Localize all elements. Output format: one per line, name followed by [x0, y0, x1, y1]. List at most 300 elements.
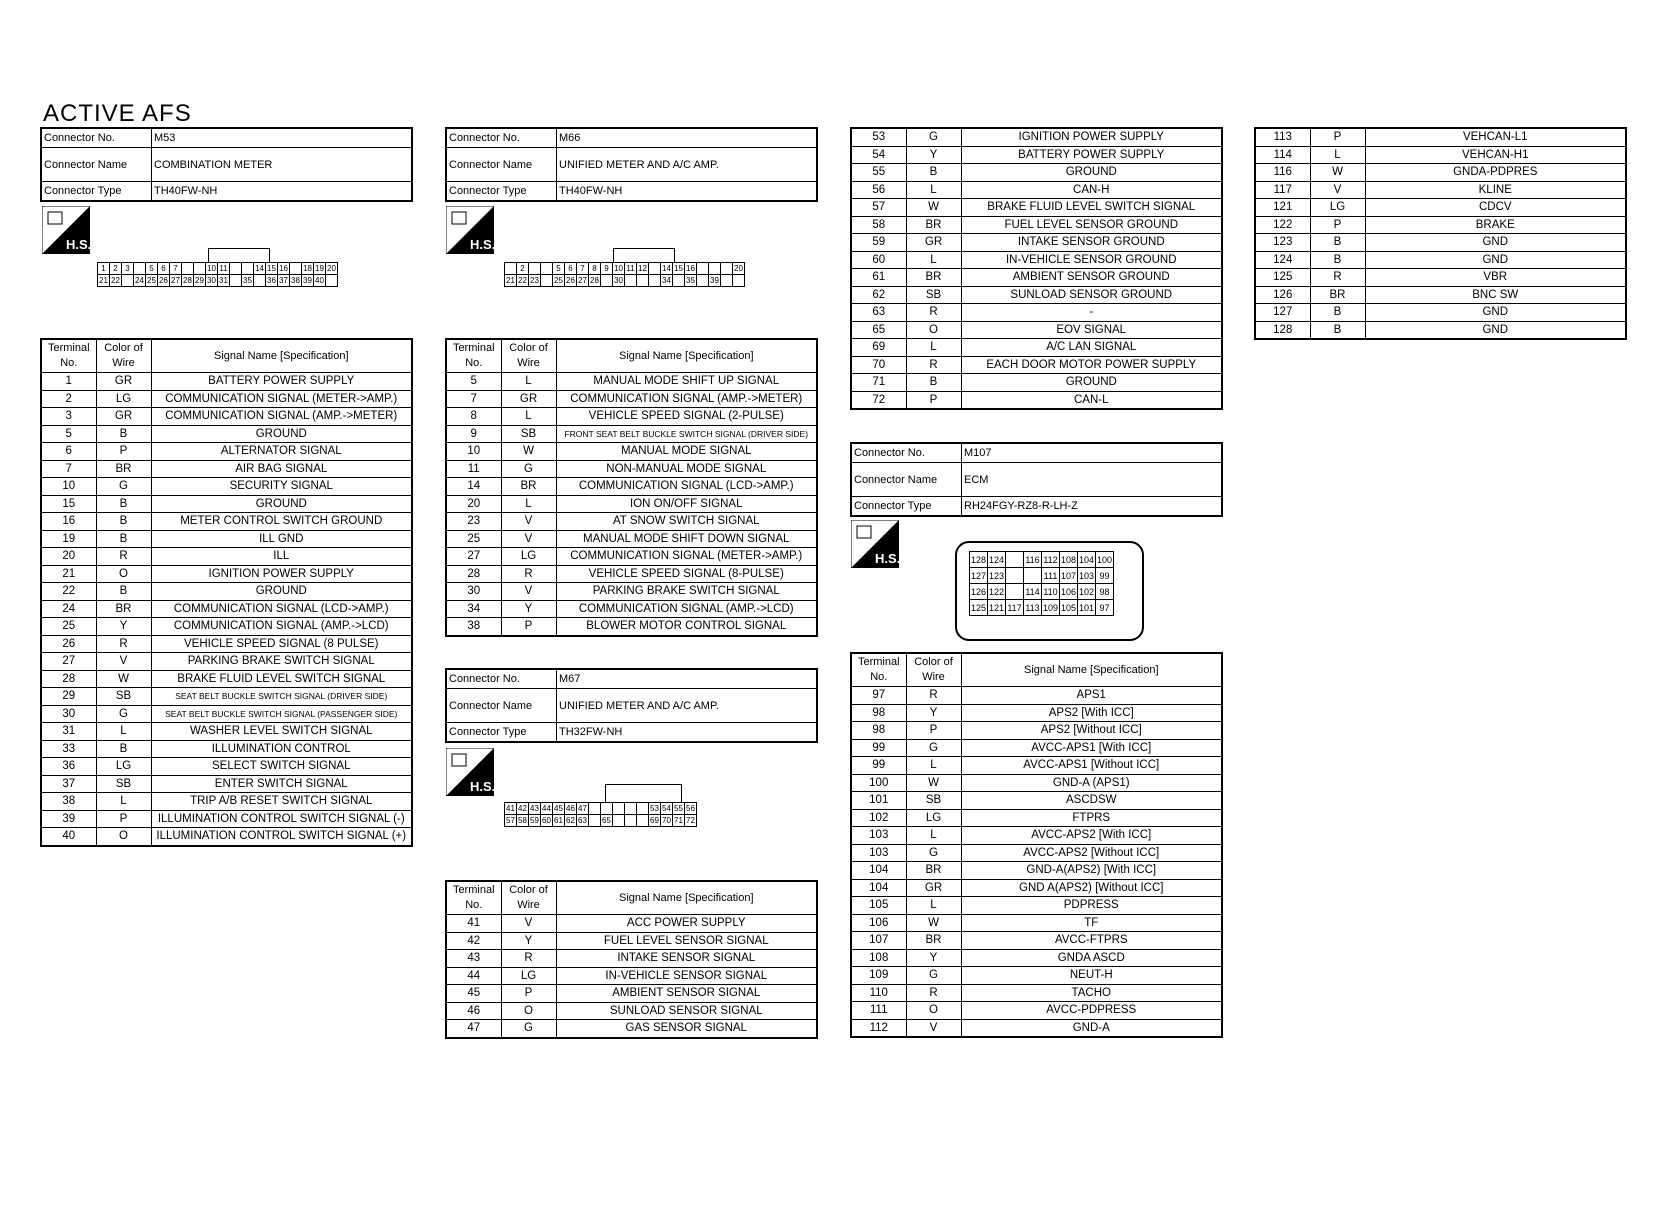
connector-pin: 5	[146, 263, 158, 275]
table-row	[41, 600, 412, 618]
connector-pin	[1006, 568, 1024, 584]
connector-name-label: Connector Name	[851, 463, 962, 497]
wire-color: L	[96, 793, 151, 811]
connector-pin	[505, 263, 517, 275]
connector-pin: 40	[315, 276, 324, 285]
connector-pin: 36	[267, 276, 276, 285]
terminal-no: 98	[851, 704, 906, 722]
table-row	[851, 356, 1222, 374]
signal-name: ENTER SWITCH SIGNAL	[151, 775, 412, 793]
terminal-no: 7	[41, 460, 96, 478]
signal-name: PARKING BRAKE SWITCH SIGNAL	[151, 653, 412, 671]
table-row	[851, 949, 1222, 967]
table-row	[1255, 269, 1626, 287]
connector-pin: 60	[542, 816, 551, 825]
connector-pin: 57	[506, 816, 515, 825]
terminal-no: 114	[1255, 146, 1310, 164]
table-row	[851, 809, 1222, 827]
wire-color: W	[906, 199, 961, 217]
connector-pin	[601, 275, 613, 287]
connector-pin: 22	[518, 276, 527, 285]
signal-name: -	[961, 304, 1222, 322]
wire-color: W	[906, 774, 961, 792]
wire-color: BR	[1310, 286, 1365, 304]
table-row	[851, 774, 1222, 792]
connector-pin: 46	[566, 804, 575, 813]
signal-name: FUEL LEVEL SENSOR SIGNAL	[556, 932, 817, 950]
wire-color: V	[906, 1019, 961, 1037]
wire-color: BR	[906, 269, 961, 287]
svg-text:H.S.: H.S.	[470, 237, 494, 252]
terminal-no: 56	[851, 181, 906, 199]
signal-name: GNDA-PDPRES	[1365, 164, 1626, 182]
connector-pin	[625, 275, 637, 287]
connector-type-label: Connector Type	[446, 182, 557, 202]
signal-name: GND-A (APS1)	[961, 774, 1222, 792]
wire-color: BR	[906, 862, 961, 880]
signal-name: CAN-H	[961, 181, 1222, 199]
terminal-no: 98	[851, 722, 906, 740]
connector-pin: 62	[566, 816, 575, 825]
terminal-no: 124	[1255, 251, 1310, 269]
connector-pin: 103	[1078, 568, 1096, 584]
table-row	[446, 1002, 817, 1020]
table-row	[41, 425, 412, 443]
table-row	[41, 565, 412, 583]
table-row	[1255, 286, 1626, 304]
table-row	[41, 618, 412, 636]
connector-pin: 101	[1078, 600, 1096, 616]
connector-pin: 109	[1042, 600, 1060, 616]
wire-color: O	[906, 321, 961, 339]
table-row	[446, 443, 817, 461]
signal-name: MANUAL MODE SHIFT UP SIGNAL	[556, 373, 817, 391]
wire-color: L	[906, 757, 961, 775]
terminal-no: 46	[446, 1002, 501, 1020]
wire-color: BR	[96, 600, 151, 618]
terminal-no: 117	[1255, 181, 1310, 199]
connector-pin: 34	[662, 276, 671, 285]
terminal-no: 27	[446, 548, 501, 566]
signal-name: EOV SIGNAL	[961, 321, 1222, 339]
table-row	[851, 339, 1222, 357]
signal-name: COMMUNICATION SIGNAL (AMP.->LCD)	[556, 600, 817, 618]
signal-name: COMMUNICATION SIGNAL (METER->AMP.)	[151, 390, 412, 408]
connector-pin	[254, 275, 266, 287]
table-row	[446, 495, 817, 513]
connector-pin: 63	[578, 816, 587, 825]
connector-pin: 1	[98, 263, 110, 275]
signal-name: VEHCAN-L1	[1365, 128, 1626, 146]
table-row	[446, 565, 817, 583]
terminal-no: 23	[446, 513, 501, 531]
connector-face-m67	[504, 802, 697, 827]
connector-name-label: Connector Name	[446, 689, 557, 723]
table-row	[851, 391, 1222, 409]
signal-name: BATTERY POWER SUPPLY	[961, 146, 1222, 164]
signal-name: AVCC-PDPRESS	[961, 1002, 1222, 1020]
table-row	[851, 128, 1222, 146]
wire-color: LG	[96, 390, 151, 408]
connector-pin	[230, 275, 242, 287]
table-row	[41, 478, 412, 496]
connector-pin	[625, 803, 637, 815]
connector-pin: 27	[578, 276, 587, 285]
connector-pin: 117	[1006, 600, 1024, 616]
wire-color: B	[96, 513, 151, 531]
wire-color: BR	[501, 478, 556, 496]
table-row	[851, 687, 1222, 705]
terminal-no: 60	[851, 251, 906, 269]
connector-pin: 98	[1096, 584, 1114, 600]
signal-name: GROUND	[961, 164, 1222, 182]
terminal-no: 25	[41, 618, 96, 636]
connector-pin: 7	[577, 263, 589, 275]
connector-pin: 69	[650, 816, 659, 825]
terminal-no: 126	[1255, 286, 1310, 304]
terminal-no: 16	[41, 513, 96, 531]
table-row	[446, 618, 817, 636]
terminal-no: 33	[41, 740, 96, 758]
terminal-no: 108	[851, 949, 906, 967]
table-row	[446, 915, 817, 933]
wire-color: R	[1310, 269, 1365, 287]
signal-name: GND	[1365, 321, 1626, 339]
signal-name: GROUND	[151, 495, 412, 513]
connector-pin: 24	[135, 276, 144, 285]
connector-pin: 59	[530, 816, 539, 825]
terminal-no: 2	[41, 390, 96, 408]
wire-color: R	[906, 984, 961, 1002]
connector-pin	[613, 815, 625, 827]
signal-name: COMMUNICATION SIGNAL (METER->AMP.)	[556, 548, 817, 566]
table-row	[41, 583, 412, 601]
table-row	[851, 844, 1222, 862]
wire-color: V	[1310, 181, 1365, 199]
signal-name: VBR	[1365, 269, 1626, 287]
table-row	[41, 670, 412, 688]
signal-name: CAN-L	[961, 391, 1222, 409]
signal-name: AVCC-APS2 [Without ICC]	[961, 844, 1222, 862]
signal-name: SEAT BELT BUCKLE SWITCH SIGNAL (PASSENGER SIDE)	[151, 705, 412, 723]
wire-color: R	[906, 687, 961, 705]
terminal-no: 100	[851, 774, 906, 792]
signal-name: IGNITION POWER SUPPLY	[961, 128, 1222, 146]
signal-name: EACH DOOR MOTOR POWER SUPPLY	[961, 356, 1222, 374]
signal-name: FUEL LEVEL SENSOR GROUND	[961, 216, 1222, 234]
table-row	[41, 390, 412, 408]
signal-name: ACC POWER SUPPLY	[556, 915, 817, 933]
table-row	[41, 495, 412, 513]
connector-pin: 114	[1024, 584, 1042, 600]
table-row	[446, 583, 817, 601]
connector-pin	[1006, 552, 1024, 568]
wire-color: P	[1310, 216, 1365, 234]
connector-header-m66	[445, 127, 818, 202]
wire-color: BR	[96, 460, 151, 478]
signal-name: AT SNOW SWITCH SIGNAL	[556, 513, 817, 531]
wire-color: B	[1310, 234, 1365, 252]
connector-face-m107	[955, 541, 1144, 641]
connector-pin: 14	[662, 264, 671, 273]
wire-color: P	[906, 391, 961, 409]
wire-color: B	[96, 425, 151, 443]
terminal-no: 9	[446, 425, 501, 443]
signal-name: CDCV	[1365, 199, 1626, 217]
wire-color: P	[96, 810, 151, 828]
connector-latch	[208, 248, 270, 263]
signal-name: COMMUNICATION SIGNAL (AMP.->METER)	[556, 390, 817, 408]
signal-name: PDPRESS	[961, 897, 1222, 915]
signal-name: KLINE	[1365, 181, 1626, 199]
connector-pin: 105	[1060, 600, 1078, 616]
wire-color: L	[906, 897, 961, 915]
wire-color: W	[96, 670, 151, 688]
terminal-no: 10	[446, 443, 501, 461]
connector-pin	[721, 275, 733, 287]
table-row	[41, 758, 412, 776]
connector-pin	[637, 275, 649, 287]
connector-pin: 65	[602, 816, 611, 825]
table-row	[41, 705, 412, 723]
terminal-no: 127	[1255, 304, 1310, 322]
signal-name-header: Signal Name [Specification]	[961, 653, 1222, 687]
table-row	[446, 408, 817, 426]
wire-color: R	[906, 304, 961, 322]
signal-name: AVCC-FTPRS	[961, 932, 1222, 950]
wire-color: SB	[96, 688, 151, 706]
connector-pin: 2	[110, 263, 122, 275]
connector-pin: 20	[327, 264, 336, 273]
terminal-no: 70	[851, 356, 906, 374]
terminal-no: 1	[41, 373, 96, 391]
table-row	[1255, 181, 1626, 199]
connector-pin: 61	[554, 816, 563, 825]
wire-color: B	[1310, 304, 1365, 322]
connector-pin: 25	[147, 276, 156, 285]
signal-name: GND	[1365, 251, 1626, 269]
signal-name: ILL	[151, 548, 412, 566]
connector-pin	[242, 263, 254, 275]
table-row	[41, 460, 412, 478]
connector-header-m67	[445, 668, 818, 743]
connector-pin: 6	[565, 263, 577, 275]
harness-side-icon	[42, 206, 90, 254]
wire-color: Y	[96, 618, 151, 636]
signal-name: TACHO	[961, 984, 1222, 1002]
terminal-no: 28	[446, 565, 501, 583]
connector-pin	[541, 275, 553, 287]
connector-face-m66	[504, 262, 745, 287]
signal-name-header: Signal Name [Specification]	[556, 881, 817, 915]
terminal-no: 54	[851, 146, 906, 164]
wire-color: LG	[96, 758, 151, 776]
connector-pin: 127	[970, 568, 988, 584]
wire-color: L	[501, 408, 556, 426]
connector-pin: 41	[506, 804, 515, 813]
signal-name: COMMUNICATION SIGNAL (AMP.->LCD)	[151, 618, 412, 636]
table-row	[1255, 321, 1626, 339]
page-title: ACTIVE AFS	[43, 100, 192, 127]
connector-pin: 21	[506, 276, 515, 285]
connector-pin: 116	[1024, 552, 1042, 568]
table-row	[446, 425, 817, 443]
terminal-no: 22	[41, 583, 96, 601]
terminal-no: 65	[851, 321, 906, 339]
wire-color: Y	[906, 704, 961, 722]
connector-name-value: COMBINATION METER	[152, 148, 413, 182]
connector-pin: 26	[159, 276, 168, 285]
connector-pin: 122	[988, 584, 1006, 600]
wire-color: L	[1310, 146, 1365, 164]
wire-color: O	[96, 828, 151, 846]
connector-pin	[625, 815, 637, 827]
signal-name: BRAKE FLUID LEVEL SWITCH SIGNAL	[961, 199, 1222, 217]
table-row	[851, 164, 1222, 182]
connector-pin: 43	[530, 804, 539, 813]
pin-table-m66	[445, 338, 818, 637]
signal-name: GAS SENSOR SIGNAL	[556, 1020, 817, 1038]
table-row	[1255, 128, 1626, 146]
connector-pin: 35	[686, 276, 695, 285]
connector-pin	[589, 803, 601, 815]
terminal-no: 111	[851, 1002, 906, 1020]
wire-color: GR	[96, 373, 151, 391]
signal-name: GND A(APS2) [Without ICC]	[961, 879, 1222, 897]
table-row	[851, 251, 1222, 269]
terminal-no: 38	[41, 793, 96, 811]
connector-pin: 110	[1042, 584, 1060, 600]
connector-pin: 112	[1042, 552, 1060, 568]
signal-name: APS1	[961, 687, 1222, 705]
table-row	[851, 897, 1222, 915]
signal-name: VEHICLE SPEED SIGNAL (2-PULSE)	[556, 408, 817, 426]
wire-color: O	[906, 1002, 961, 1020]
wire-color: P	[96, 443, 151, 461]
connector-pin	[1024, 568, 1042, 584]
connector-pin: 18	[303, 264, 312, 273]
connector-pin: 104	[1078, 552, 1096, 568]
connector-pin: 11	[626, 264, 635, 273]
connector-pin: 2	[517, 263, 529, 275]
wire-color: BR	[906, 932, 961, 950]
connector-pin	[637, 803, 649, 815]
connector-type-label: Connector Type	[446, 723, 557, 743]
connector-pin: 56	[686, 804, 695, 813]
connector-pin	[613, 803, 625, 815]
connector-type-label: Connector Type	[41, 182, 152, 202]
terminal-no: 28	[41, 670, 96, 688]
color-of-wire-header: Color of Wire	[501, 339, 556, 373]
signal-name: COMMUNICATION SIGNAL (LCD->AMP.)	[151, 600, 412, 618]
connector-pin: 8	[589, 263, 601, 275]
signal-name: AIR BAG SIGNAL	[151, 460, 412, 478]
connector-pin	[649, 263, 661, 275]
signal-name: AVCC-APS1 [With ICC]	[961, 739, 1222, 757]
table-row	[851, 932, 1222, 950]
table-row	[851, 827, 1222, 845]
connector-pin: 6	[158, 263, 170, 275]
table-row	[1255, 164, 1626, 182]
signal-name: SELECT SWITCH SIGNAL	[151, 758, 412, 776]
connector-pin: 16	[279, 264, 288, 273]
signal-name: IGNITION POWER SUPPLY	[151, 565, 412, 583]
wire-color: L	[906, 339, 961, 357]
wire-color: L	[906, 827, 961, 845]
signal-name: IN-VEHICLE SENSOR SIGNAL	[556, 967, 817, 985]
wire-color: SB	[501, 425, 556, 443]
connector-pin: 126	[970, 584, 988, 600]
connector-pin: 23	[530, 276, 539, 285]
table-row	[41, 828, 412, 846]
connector-pin: 5	[553, 263, 565, 275]
wire-color: L	[906, 181, 961, 199]
connector-pin: 113	[1024, 600, 1042, 616]
signal-name: METER CONTROL SWITCH GROUND	[151, 513, 412, 531]
pin-table-m107	[850, 652, 1223, 1038]
signal-name: COMMUNICATION SIGNAL (AMP.->METER)	[151, 408, 412, 426]
terminal-no: 62	[851, 286, 906, 304]
connector-pin: 14	[255, 264, 264, 273]
terminal-no: 42	[446, 932, 501, 950]
connector-name-value: UNIFIED METER AND A/C AMP.	[557, 689, 818, 723]
table-row	[446, 548, 817, 566]
signal-name: COMMUNICATION SIGNAL (LCD->AMP.)	[556, 478, 817, 496]
wire-color: G	[906, 739, 961, 757]
signal-name: SECURITY SIGNAL	[151, 478, 412, 496]
signal-name: BRAKE FLUID LEVEL SWITCH SIGNAL	[151, 670, 412, 688]
signal-name-header: Signal Name [Specification]	[151, 339, 412, 373]
connector-pin: 123	[988, 568, 1006, 584]
connector-pin: 35	[243, 276, 252, 285]
connector-type-label: Connector Type	[851, 497, 962, 517]
terminal-no: 69	[851, 339, 906, 357]
table-row	[851, 234, 1222, 252]
color-of-wire-header: Color of Wire	[906, 653, 961, 687]
connector-name-value: ECM	[962, 463, 1223, 497]
connector-pin: 37	[279, 276, 288, 285]
table-row	[851, 914, 1222, 932]
terminal-no: 121	[1255, 199, 1310, 217]
wire-color: B	[96, 740, 151, 758]
color-of-wire-header: Color of Wire	[501, 881, 556, 915]
signal-name: IN-VEHICLE SENSOR GROUND	[961, 251, 1222, 269]
table-row	[446, 950, 817, 968]
signal-name: GNDA ASCD	[961, 949, 1222, 967]
table-row	[851, 181, 1222, 199]
table-row	[446, 478, 817, 496]
wire-color: B	[1310, 251, 1365, 269]
wire-color: V	[96, 653, 151, 671]
terminal-no: 31	[41, 723, 96, 741]
table-row	[41, 443, 412, 461]
table-row	[41, 408, 412, 426]
wire-color: GR	[906, 879, 961, 897]
terminal-no: 125	[1255, 269, 1310, 287]
wire-color: SB	[906, 286, 961, 304]
connector-name-value: UNIFIED METER AND A/C AMP.	[557, 148, 818, 182]
connector-pin: 102	[1078, 584, 1096, 600]
connector-pin	[673, 275, 685, 287]
svg-text:H.S.: H.S.	[875, 551, 899, 566]
pin-table-m53	[40, 338, 413, 847]
connector-no-label: Connector No.	[446, 669, 557, 689]
signal-name: WASHER LEVEL SWITCH SIGNAL	[151, 723, 412, 741]
color-of-wire-header: Color of Wire	[96, 339, 151, 373]
signal-name: FTPRS	[961, 809, 1222, 827]
signal-name-header: Signal Name [Specification]	[556, 339, 817, 373]
terminal-no: 102	[851, 809, 906, 827]
